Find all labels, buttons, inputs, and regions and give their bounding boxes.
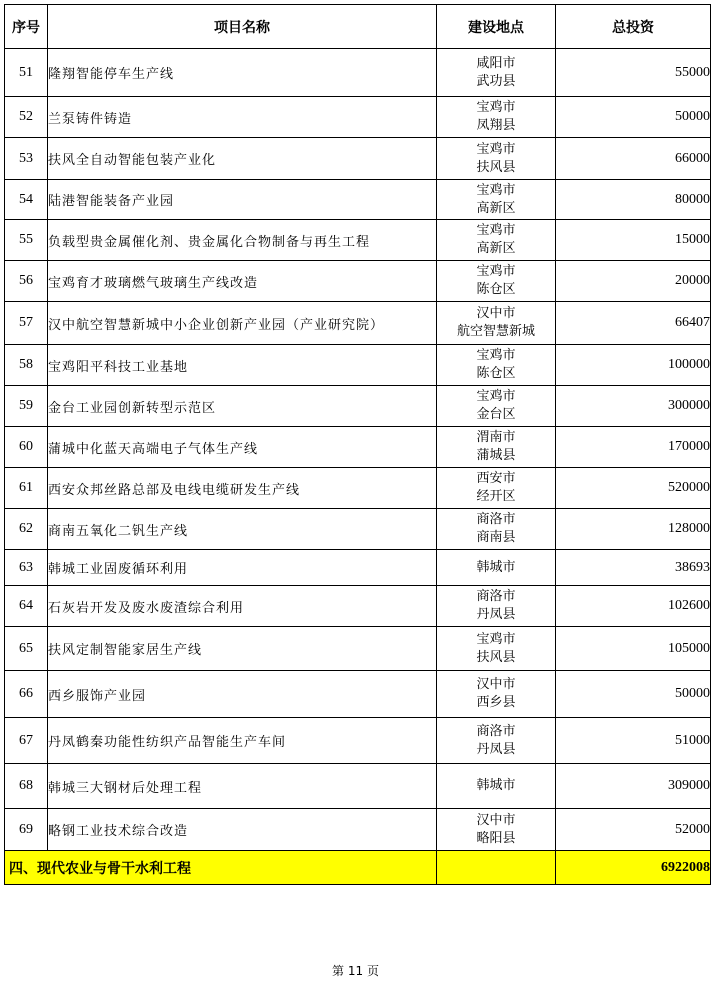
row-seq: 67 <box>5 718 48 764</box>
row-seq: 56 <box>5 261 48 302</box>
header-investment: 总投资 <box>556 5 711 49</box>
location-city: 宝鸡市 <box>476 141 516 157</box>
row-project-name: 西乡服饰产业园 <box>48 671 437 718</box>
row-seq: 64 <box>5 586 48 627</box>
row-investment: 20000 <box>556 261 711 302</box>
row-location <box>437 671 556 718</box>
location-city: 汉中市 <box>476 677 516 692</box>
location-city: 韩城市 <box>476 778 516 793</box>
table-row <box>5 427 711 468</box>
row-seq: 61 <box>5 468 48 509</box>
row-location <box>437 550 556 586</box>
row-seq: 51 <box>5 49 48 97</box>
row-investment: 170000 <box>556 427 711 468</box>
row-seq: 65 <box>5 627 48 671</box>
row-investment: 80000 <box>556 180 711 220</box>
location-district: 高新区 <box>476 241 516 256</box>
location-district: 丹凤县 <box>476 741 516 757</box>
table-row <box>5 671 711 718</box>
location-city: 宝鸡市 <box>476 389 516 404</box>
location-district: 陈仓区 <box>476 282 516 297</box>
row-investment: 66407 <box>556 302 711 345</box>
location-city: 商洛市 <box>476 512 516 527</box>
header-location: 建设地点 <box>437 5 556 49</box>
header-seq: 序号 <box>5 5 48 49</box>
table-row <box>5 509 711 550</box>
row-project-name: 蒲城中化蓝天高端电子气体生产线 <box>48 427 437 468</box>
location-city: 宝鸡市 <box>476 264 516 279</box>
location-district: 凤翔县 <box>476 118 516 133</box>
row-project-name: 金台工业园创新转型示范区 <box>48 386 437 427</box>
table-row <box>5 220 711 261</box>
table-row <box>5 302 711 345</box>
row-investment: 309000 <box>556 764 711 809</box>
row-project-name: 兰泵铸件铸造 <box>48 97 437 138</box>
page-number: 第 11 页 <box>332 964 379 978</box>
row-location <box>437 509 556 550</box>
row-investment: 102600 <box>556 586 711 627</box>
row-investment: 52000 <box>556 809 711 851</box>
row-seq: 66 <box>5 671 48 718</box>
header-name: 项目名称 <box>48 5 437 49</box>
table-row <box>5 468 711 509</box>
row-investment: 520000 <box>556 468 711 509</box>
location-city: 韩城市 <box>476 559 516 575</box>
row-project-name: 韩城工业固废循环利用 <box>48 550 437 586</box>
location-city: 宝鸡市 <box>476 100 516 115</box>
row-location <box>437 49 556 97</box>
row-project-name: 扶风全自动智能包装产业化 <box>48 138 437 180</box>
table-row <box>5 586 711 627</box>
location-district: 航空智慧新城 <box>456 324 535 339</box>
row-investment: 100000 <box>556 345 711 386</box>
row-investment: 51000 <box>556 718 711 764</box>
row-location <box>437 586 556 627</box>
row-investment: 50000 <box>556 671 711 718</box>
location-city: 宝鸡市 <box>476 182 516 198</box>
row-investment: 55000 <box>556 49 711 97</box>
location-district: 西乡县 <box>476 695 516 710</box>
summary-row <box>5 851 711 885</box>
table-row <box>5 345 711 386</box>
location-city: 渭南市 <box>476 430 516 445</box>
table-row <box>5 386 711 427</box>
row-location <box>437 427 556 468</box>
location-district: 略阳县 <box>476 830 516 846</box>
table-row <box>5 261 711 302</box>
row-location <box>437 468 556 509</box>
location-district: 经开区 <box>476 489 516 504</box>
row-project-name: 略钢工业技术综合改造 <box>48 809 437 851</box>
row-project-name: 隆翔智能停车生产线 <box>48 49 437 97</box>
location-city: 宝鸡市 <box>476 631 516 647</box>
row-project-name: 石灰岩开发及废水废渣综合利用 <box>48 586 437 627</box>
row-investment: 15000 <box>556 220 711 261</box>
row-seq: 63 <box>5 550 48 586</box>
table-row <box>5 138 711 180</box>
row-investment: 300000 <box>556 386 711 427</box>
row-project-name: 汉中航空智慧新城中小企业创新产业园（产业研究院） <box>48 302 437 345</box>
row-location <box>437 809 556 851</box>
row-location <box>437 345 556 386</box>
table-row <box>5 97 711 138</box>
location-district: 武功县 <box>476 73 516 89</box>
row-seq: 62 <box>5 509 48 550</box>
row-investment: 66000 <box>556 138 711 180</box>
row-location <box>437 764 556 809</box>
table-row <box>5 550 711 586</box>
row-seq: 58 <box>5 345 48 386</box>
location-district: 扶风县 <box>476 649 516 665</box>
location-district: 蒲城县 <box>476 448 516 463</box>
row-investment: 128000 <box>556 509 711 550</box>
row-investment: 105000 <box>556 627 711 671</box>
row-project-name: 宝鸡阳平科技工业基地 <box>48 345 437 386</box>
row-investment: 38693 <box>556 550 711 586</box>
row-seq: 54 <box>5 180 48 220</box>
location-district: 商南县 <box>476 530 516 545</box>
summary-label: 四、现代农业与骨干水利工程 <box>5 851 437 885</box>
row-seq: 52 <box>5 97 48 138</box>
summary-location <box>437 851 556 885</box>
header-row <box>5 5 711 49</box>
table-row <box>5 809 711 851</box>
row-location <box>437 220 556 261</box>
row-location <box>437 97 556 138</box>
row-project-name: 宝鸡育才玻璃燃气玻璃生产线改造 <box>48 261 437 302</box>
row-project-name: 西安众邦丝路总部及电线电缆研发生产线 <box>48 468 437 509</box>
project-table <box>4 4 711 885</box>
location-district: 丹凤县 <box>476 607 516 622</box>
row-seq: 55 <box>5 220 48 261</box>
location-city: 汉中市 <box>476 306 516 321</box>
row-seq: 57 <box>5 302 48 345</box>
row-project-name: 扶风定制智能家居生产线 <box>48 627 437 671</box>
table-row <box>5 180 711 220</box>
row-seq: 68 <box>5 764 48 809</box>
row-project-name: 陆港智能装备产业园 <box>48 180 437 220</box>
location-district: 高新区 <box>476 200 516 216</box>
summary-amount: 6922008 <box>556 851 711 885</box>
row-project-name: 商南五氧化二钒生产线 <box>48 509 437 550</box>
location-city: 咸阳市 <box>476 55 516 71</box>
table-row <box>5 764 711 809</box>
location-city: 商洛市 <box>476 723 516 739</box>
location-city: 宝鸡市 <box>476 348 516 363</box>
row-seq: 53 <box>5 138 48 180</box>
row-seq: 59 <box>5 386 48 427</box>
location-city: 汉中市 <box>476 812 516 828</box>
row-location <box>437 386 556 427</box>
location-city: 宝鸡市 <box>476 223 516 238</box>
row-project-name: 韩城三大钢材后处理工程 <box>48 764 437 809</box>
row-location <box>437 138 556 180</box>
row-project-name: 负载型贵金属催化剂、贵金属化合物制备与再生工程 <box>48 220 437 261</box>
table-row <box>5 627 711 671</box>
location-city: 商洛市 <box>476 589 516 604</box>
row-location <box>437 718 556 764</box>
table-row <box>5 49 711 97</box>
row-seq: 60 <box>5 427 48 468</box>
row-project-name: 丹凤鹤秦功能性纺织产品智能生产车间 <box>48 718 437 764</box>
row-location <box>437 627 556 671</box>
row-seq: 69 <box>5 809 48 851</box>
row-location <box>437 180 556 220</box>
row-location <box>437 261 556 302</box>
row-location <box>437 302 556 345</box>
table-row <box>5 718 711 764</box>
location-city: 西安市 <box>476 471 516 486</box>
location-district: 金台区 <box>476 407 516 422</box>
location-district: 陈仓区 <box>476 366 516 381</box>
location-district: 扶风县 <box>476 159 516 175</box>
row-investment: 50000 <box>556 97 711 138</box>
